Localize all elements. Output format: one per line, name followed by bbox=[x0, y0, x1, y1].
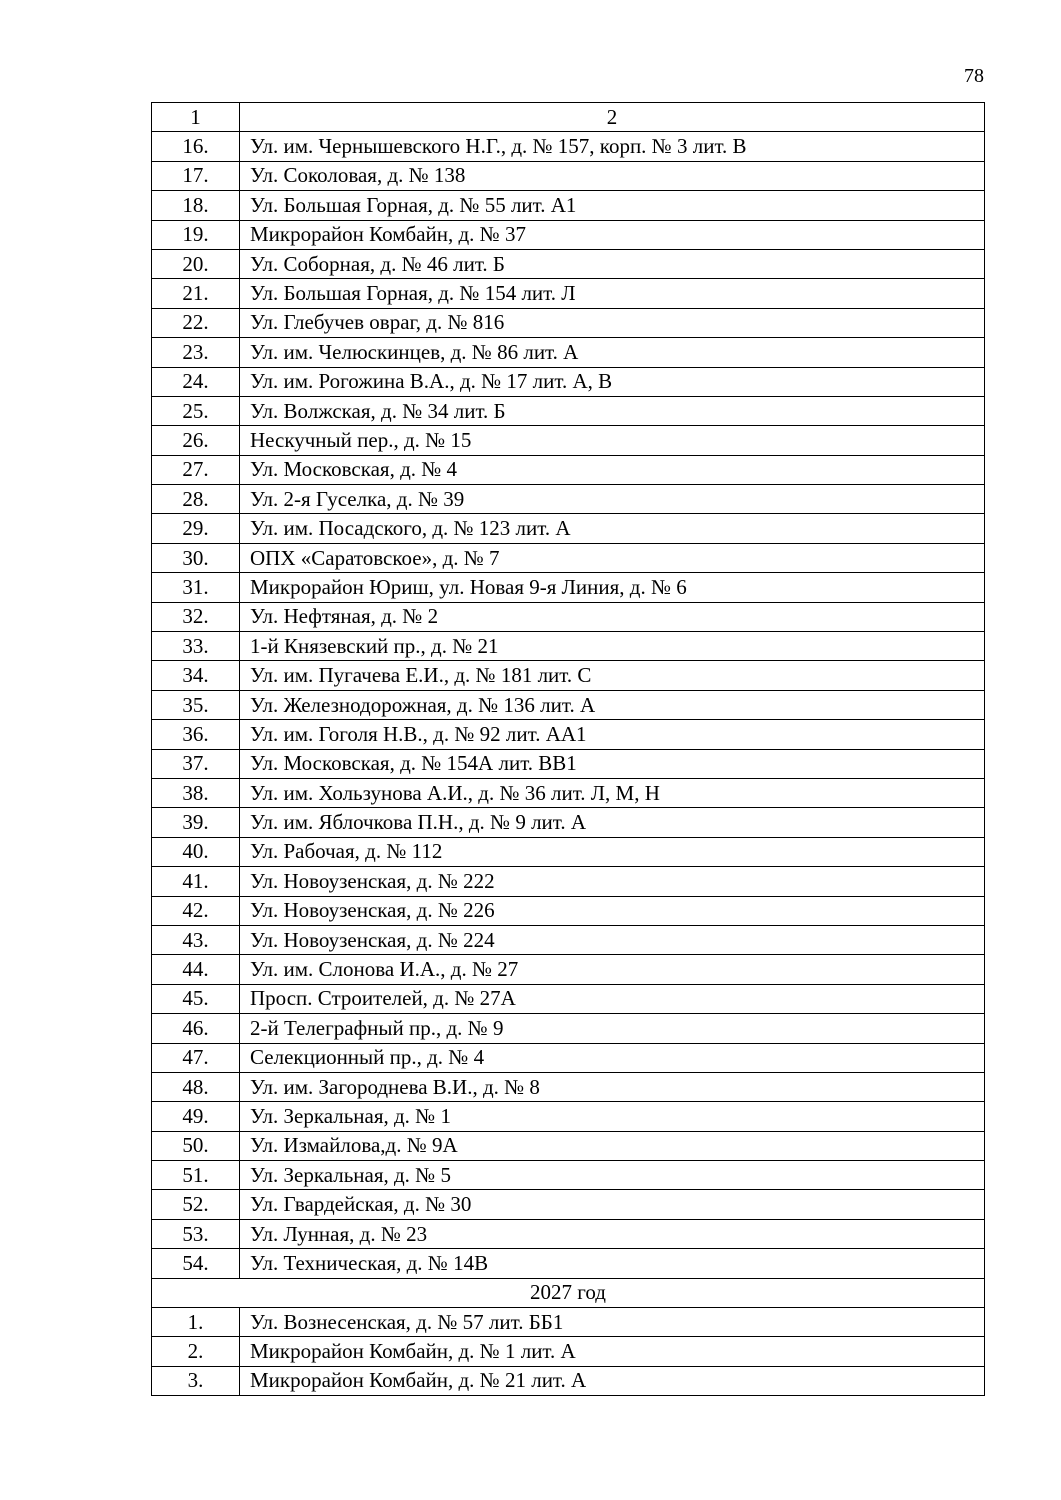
row-address: Ул. им. Хользунова А.И., д. № 36 лит. Л, М, Н bbox=[240, 778, 985, 807]
row-number: 25. bbox=[152, 396, 240, 425]
table-row bbox=[152, 1308, 985, 1337]
row-address: Ул. Зеркальная, д. № 1 bbox=[240, 1102, 985, 1131]
table-row bbox=[152, 984, 985, 1013]
row-address: Ул. Лунная, д. № 23 bbox=[240, 1219, 985, 1248]
table-row bbox=[152, 749, 985, 778]
table-row bbox=[152, 1190, 985, 1219]
row-address: Селекционный пр., д. № 4 bbox=[240, 1043, 985, 1072]
table-row bbox=[152, 1043, 985, 1072]
table-row bbox=[152, 573, 985, 602]
row-number: 29. bbox=[152, 514, 240, 543]
table-row bbox=[152, 808, 985, 837]
row-address: Ул. им. Гоголя Н.В., д. № 92 лит. АА1 bbox=[240, 720, 985, 749]
table-row bbox=[152, 485, 985, 514]
row-address: Ул. 2-я Гуселка, д. № 39 bbox=[240, 485, 985, 514]
row-number: 46. bbox=[152, 1014, 240, 1043]
row-address: Нескучный пер., д. № 15 bbox=[240, 426, 985, 455]
table-row bbox=[152, 396, 985, 425]
table-row bbox=[152, 220, 985, 249]
table-header-row bbox=[152, 103, 985, 132]
table-row bbox=[152, 161, 985, 190]
table-row bbox=[152, 661, 985, 690]
row-number: 3. bbox=[152, 1366, 240, 1395]
row-number: 45. bbox=[152, 984, 240, 1013]
row-address: Ул. Техническая, д. № 14В bbox=[240, 1249, 985, 1278]
table-row bbox=[152, 1337, 985, 1366]
table-row bbox=[152, 426, 985, 455]
row-address: Микрорайон Юриш, ул. Новая 9-я Линия, д. № 6 bbox=[240, 573, 985, 602]
table-row bbox=[152, 925, 985, 954]
row-number: 19. bbox=[152, 220, 240, 249]
table-row bbox=[152, 955, 985, 984]
row-number: 28. bbox=[152, 485, 240, 514]
table-row bbox=[152, 778, 985, 807]
header-col-1: 1 bbox=[152, 103, 240, 132]
row-address: Ул. Волжская, д. № 34 лит. Б bbox=[240, 396, 985, 425]
row-number: 32. bbox=[152, 602, 240, 631]
row-number: 21. bbox=[152, 279, 240, 308]
row-number: 34. bbox=[152, 661, 240, 690]
row-address: Просп. Строителей, д. № 27А bbox=[240, 984, 985, 1013]
row-address: Ул. им. Яблочкова П.Н., д. № 9 лит. А bbox=[240, 808, 985, 837]
table-row bbox=[152, 367, 985, 396]
row-address: Ул. им. Рогожина В.А., д. № 17 лит. А, В bbox=[240, 367, 985, 396]
row-number: 53. bbox=[152, 1219, 240, 1248]
table-row bbox=[152, 514, 985, 543]
row-address: Микрорайон Комбайн, д. № 21 лит. А bbox=[240, 1366, 985, 1395]
row-number: 41. bbox=[152, 867, 240, 896]
row-address: Ул. Московская, д. № 154А лит. ВВ1 bbox=[240, 749, 985, 778]
row-number: 23. bbox=[152, 338, 240, 367]
table-row bbox=[152, 602, 985, 631]
table-row bbox=[152, 1131, 985, 1160]
row-number: 17. bbox=[152, 161, 240, 190]
row-address: Ул. Новоузенская, д. № 222 bbox=[240, 867, 985, 896]
row-number: 44. bbox=[152, 955, 240, 984]
row-number: 37. bbox=[152, 749, 240, 778]
table-row bbox=[152, 837, 985, 866]
row-address: Ул. Большая Горная, д. № 154 лит. Л bbox=[240, 279, 985, 308]
table-row bbox=[152, 308, 985, 337]
row-address: Ул. Новоузенская, д. № 226 bbox=[240, 896, 985, 925]
row-number: 54. bbox=[152, 1249, 240, 1278]
row-number: 40. bbox=[152, 837, 240, 866]
row-address: Ул. им. Челюскинцев, д. № 86 лит. А bbox=[240, 338, 985, 367]
row-address: Ул. Измайлова,д. № 9А bbox=[240, 1131, 985, 1160]
row-address: Ул. Новоузенская, д. № 224 bbox=[240, 925, 985, 954]
row-number: 16. bbox=[152, 132, 240, 161]
table-row bbox=[152, 455, 985, 484]
row-number: 1. bbox=[152, 1308, 240, 1337]
table-row bbox=[152, 1219, 985, 1248]
row-number: 31. bbox=[152, 573, 240, 602]
row-address: Ул. Железнодорожная, д. № 136 лит. А bbox=[240, 690, 985, 719]
address-table bbox=[151, 102, 985, 1396]
row-number: 2. bbox=[152, 1337, 240, 1366]
header-col-2: 2 bbox=[240, 103, 985, 132]
row-number: 26. bbox=[152, 426, 240, 455]
table-row bbox=[152, 720, 985, 749]
row-number: 33. bbox=[152, 632, 240, 661]
row-address: Ул. Московская, д. № 4 bbox=[240, 455, 985, 484]
row-number: 22. bbox=[152, 308, 240, 337]
table-row bbox=[152, 249, 985, 278]
row-address: Ул. Соборная, д. № 46 лит. Б bbox=[240, 249, 985, 278]
row-address: Ул. Зеркальная, д. № 5 bbox=[240, 1161, 985, 1190]
row-number: 39. bbox=[152, 808, 240, 837]
row-address: Микрорайон Комбайн, д. № 37 bbox=[240, 220, 985, 249]
row-address: Ул. Нефтяная, д. № 2 bbox=[240, 602, 985, 631]
row-address: Микрорайон Комбайн, д. № 1 лит. А bbox=[240, 1337, 985, 1366]
row-number: 38. bbox=[152, 778, 240, 807]
row-address: 1-й Князевский пр., д. № 21 bbox=[240, 632, 985, 661]
table-row bbox=[152, 867, 985, 896]
table-row bbox=[152, 1366, 985, 1395]
row-number: 27. bbox=[152, 455, 240, 484]
table-row bbox=[152, 338, 985, 367]
row-number: 36. bbox=[152, 720, 240, 749]
table-row bbox=[152, 191, 985, 220]
table-row bbox=[152, 132, 985, 161]
row-number: 51. bbox=[152, 1161, 240, 1190]
row-number: 42. bbox=[152, 896, 240, 925]
row-address: Ул. им. Загороднева В.И., д. № 8 bbox=[240, 1072, 985, 1101]
row-number: 24. bbox=[152, 367, 240, 396]
row-number: 49. bbox=[152, 1102, 240, 1131]
row-address: 2-й Телеграфный пр., д. № 9 bbox=[240, 1014, 985, 1043]
row-address: Ул. им. Посадского, д. № 123 лит. А bbox=[240, 514, 985, 543]
row-address: ОПХ «Саратовское», д. № 7 bbox=[240, 543, 985, 572]
table-row bbox=[152, 1072, 985, 1101]
year-heading-row bbox=[152, 1278, 985, 1307]
table-row bbox=[152, 543, 985, 572]
row-number: 50. bbox=[152, 1131, 240, 1160]
row-number: 43. bbox=[152, 925, 240, 954]
row-number: 35. bbox=[152, 690, 240, 719]
table-row bbox=[152, 690, 985, 719]
row-address: Ул. им. Слонова И.А., д. № 27 bbox=[240, 955, 985, 984]
row-number: 18. bbox=[152, 191, 240, 220]
row-address: Ул. Рабочая, д. № 112 bbox=[240, 837, 985, 866]
table-row bbox=[152, 1249, 985, 1278]
row-address: Ул. Большая Горная, д. № 55 лит. А1 bbox=[240, 191, 985, 220]
table-row bbox=[152, 896, 985, 925]
table-row bbox=[152, 1102, 985, 1131]
year-heading: 2027 год bbox=[152, 1278, 985, 1307]
table-row bbox=[152, 1161, 985, 1190]
row-number: 52. bbox=[152, 1190, 240, 1219]
row-number: 48. bbox=[152, 1072, 240, 1101]
row-address: Ул. Гвардейская, д. № 30 bbox=[240, 1190, 985, 1219]
row-address: Ул. Глебучев овраг, д. № 816 bbox=[240, 308, 985, 337]
page-number: 78 bbox=[964, 65, 984, 87]
row-number: 47. bbox=[152, 1043, 240, 1072]
table-row bbox=[152, 632, 985, 661]
row-address: Ул. им. Пугачева Е.И., д. № 181 лит. С bbox=[240, 661, 985, 690]
row-address: Ул. им. Чернышевского Н.Г., д. № 157, корп. № 3 лит. В bbox=[240, 132, 985, 161]
table-row bbox=[152, 279, 985, 308]
row-address: Ул. Соколовая, д. № 138 bbox=[240, 161, 985, 190]
table-row bbox=[152, 1014, 985, 1043]
row-number: 30. bbox=[152, 543, 240, 572]
row-number: 20. bbox=[152, 249, 240, 278]
row-address: Ул. Вознесенская, д. № 57 лит. ББ1 bbox=[240, 1308, 985, 1337]
